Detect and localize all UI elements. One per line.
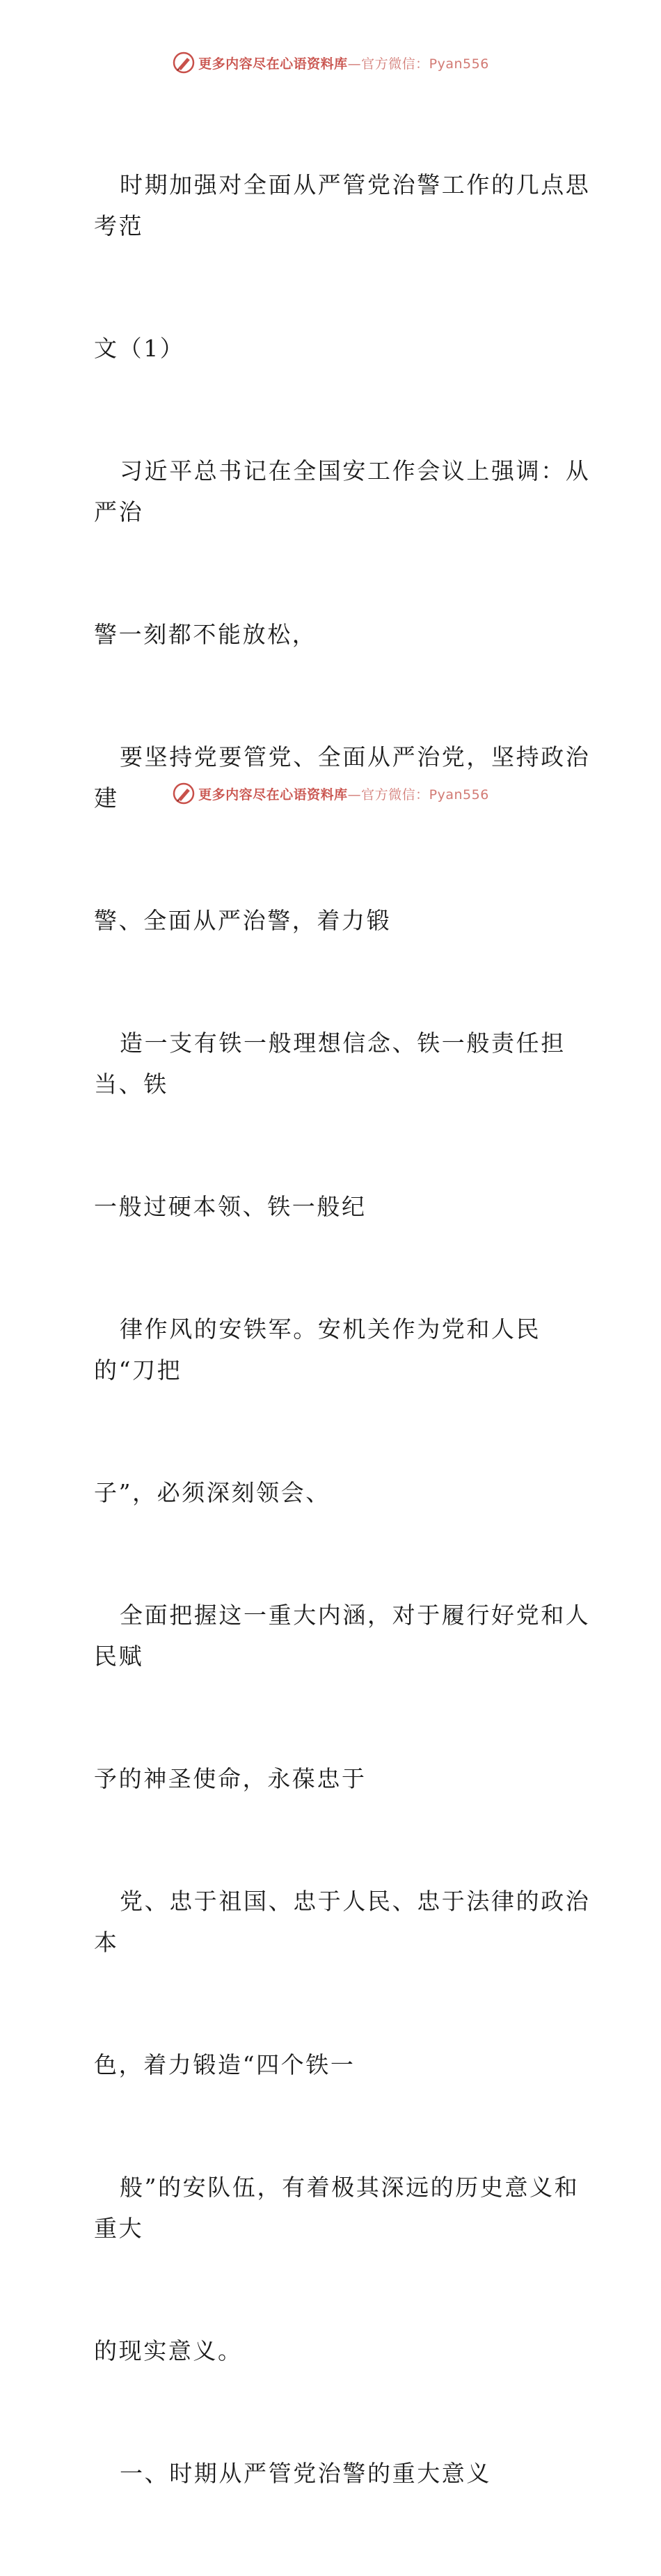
section-heading: 一、时期从严管党治警的重大意义 <box>120 2459 491 2487</box>
text-line: 要坚持党要管党、全面从严治党，坚持政治建 <box>94 743 591 812</box>
pen-logo-icon <box>172 782 196 805</box>
text-line: 律作风的安铁军。安机关作为党和人民的“刀把 <box>94 1315 541 1384</box>
text-line: 予的神圣使命，永葆忠于 <box>94 1764 367 1792</box>
document-body <box>68 84 597 2576</box>
body-text <box>68 84 597 2576</box>
watermark-main-text: 更多内容尽在心语资料库 <box>198 787 348 803</box>
text-line: 警一刻都不能放松， <box>94 621 317 649</box>
text-line: 造一支有铁一般理想信念、铁一般责任担当、铁 <box>94 1029 566 1098</box>
text-line: 时期加强对全面从严管党治警工作的几点思考范 <box>94 171 591 240</box>
text-line: 的现实意义。 <box>94 2337 243 2364</box>
text-line: 习近平总书记在全国安工作会议上强调：从严治 <box>94 457 591 526</box>
text-line: 一般过硬本领、铁一般纪 <box>94 1192 367 1220</box>
watermark-header <box>0 49 661 77</box>
watermark-sub-text: —官方微信：Pyan556 <box>347 787 489 803</box>
text-line: 色，着力锻造“四个铁一 <box>94 2050 356 2078</box>
watermark-footer <box>0 780 661 807</box>
pen-logo-icon <box>172 51 196 74</box>
text-line: 全面把握这一重大内涵，对于履行好党和人民赋 <box>94 1602 591 1670</box>
text-line: 般”的安队伍，有着极其深远的历史意义和重大 <box>94 2173 580 2242</box>
text-line: 党、忠于祖国、忠于人民、忠于法律的政治本 <box>94 1887 591 1956</box>
text-line: 警、全面从严治警，着力锻 <box>94 907 392 935</box>
watermark-main-text: 更多内容尽在心语资料库 <box>198 56 348 72</box>
watermark-sub-text: —官方微信：Pyan556 <box>347 56 489 72</box>
text-line: 子”，必须深刻领会、 <box>94 1478 330 1506</box>
text-line: 文（1） <box>94 335 185 363</box>
